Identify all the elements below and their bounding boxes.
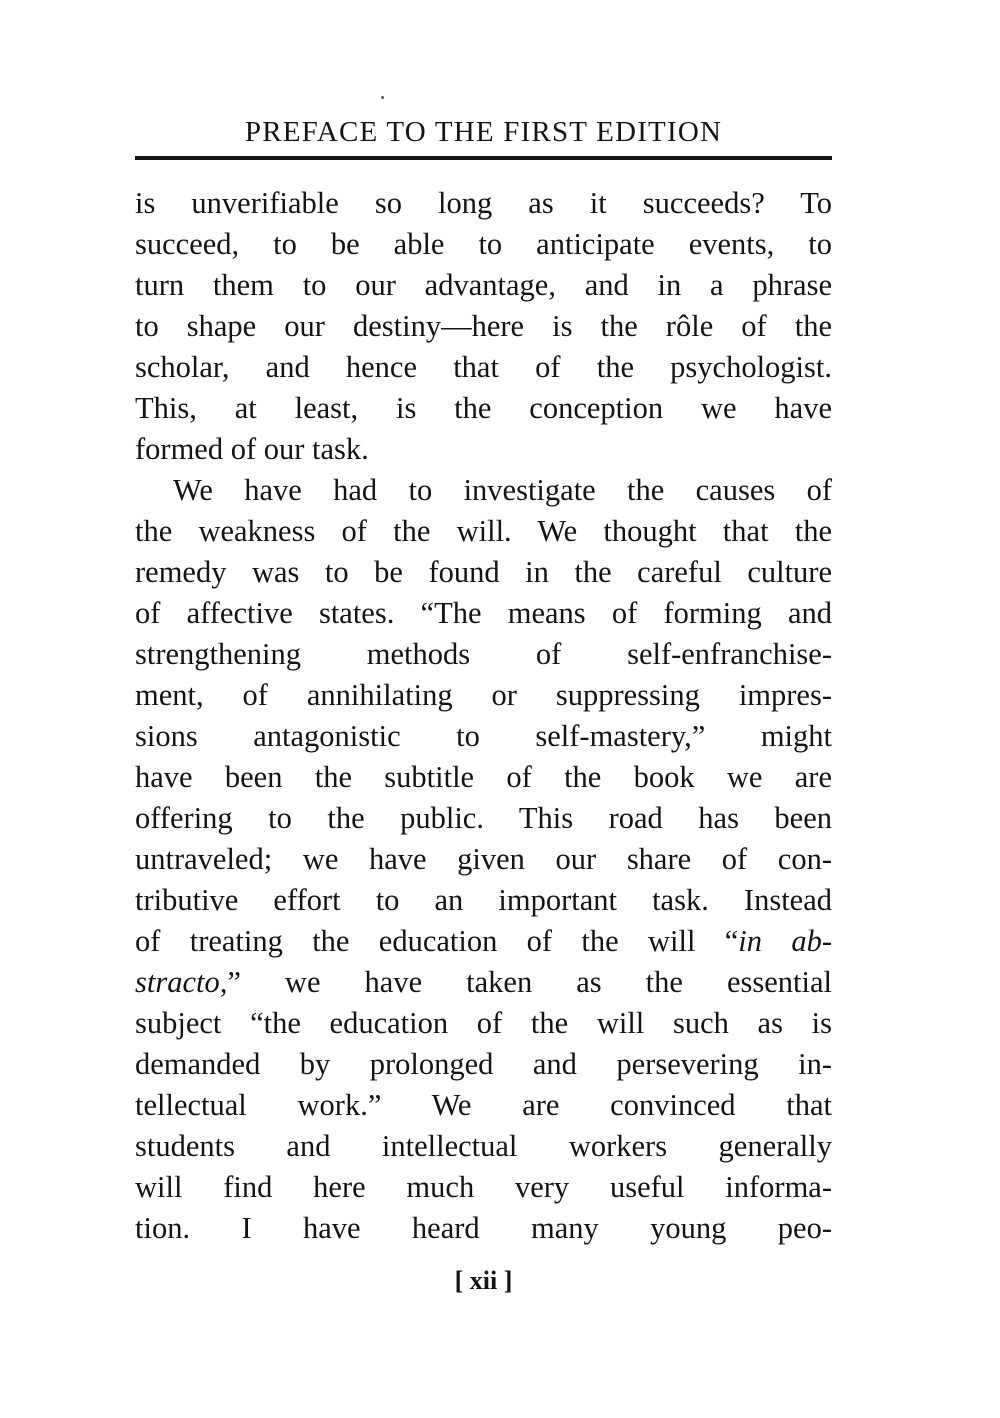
text-line: remedy was to be found in the careful culture <box>135 555 832 589</box>
text-line: tion. I have heard many young peo- <box>135 1211 832 1245</box>
text-line: will find here much very useful informa- <box>135 1170 832 1204</box>
text-line: stracto,” we have taken as the essential <box>135 965 832 999</box>
text-line: tellectual work.” We are convinced that <box>135 1088 832 1122</box>
text-line: We have had to investigate the causes of <box>173 473 832 507</box>
running-head: PREFACE TO THE FIRST EDITION <box>244 116 723 148</box>
body-text <box>135 183 832 1249</box>
text-line: strengthening methods of self-enfranchise- <box>135 637 832 671</box>
text-line: tributive effort to an important task. Instead <box>135 883 832 917</box>
text-line: the weakness of the will. We thought that the <box>135 514 832 548</box>
print-speck <box>381 96 384 99</box>
text-line: This, at least, is the conception we have <box>135 391 832 425</box>
page-number: [ xii ] <box>454 1266 513 1295</box>
text-line: ment, of annihilating or suppressing impres- <box>135 678 832 712</box>
text-line: is unverifiable so long as it succeeds? To <box>135 186 832 220</box>
head-rule <box>135 156 832 160</box>
text-line: formed of our task. <box>135 432 369 466</box>
text-line: of affective states. “The means of forming and <box>135 596 832 630</box>
text-line: sions antagonistic to self-mastery,” might <box>135 719 832 753</box>
text-line: offering to the public. This road has been <box>135 801 832 835</box>
text-line: have been the subtitle of the book we are <box>135 760 832 794</box>
text-line: succeed, to be able to anticipate events, to <box>135 227 832 261</box>
text-line: to shape our destiny—here is the rôle of the <box>135 309 832 343</box>
text-line: turn them to our advantage, and in a phrase <box>135 268 832 302</box>
text-line: of treating the education of the will “in ab- <box>135 924 832 958</box>
text-line: untraveled; we have given our share of con- <box>135 842 832 876</box>
text-line: scholar, and hence that of the psychologist. <box>135 350 832 384</box>
text-line: subject “the education of the will such as is <box>135 1006 832 1040</box>
text-line: demanded by prolonged and persevering in- <box>135 1047 832 1081</box>
text-line: students and intellectual workers generally <box>135 1129 832 1163</box>
